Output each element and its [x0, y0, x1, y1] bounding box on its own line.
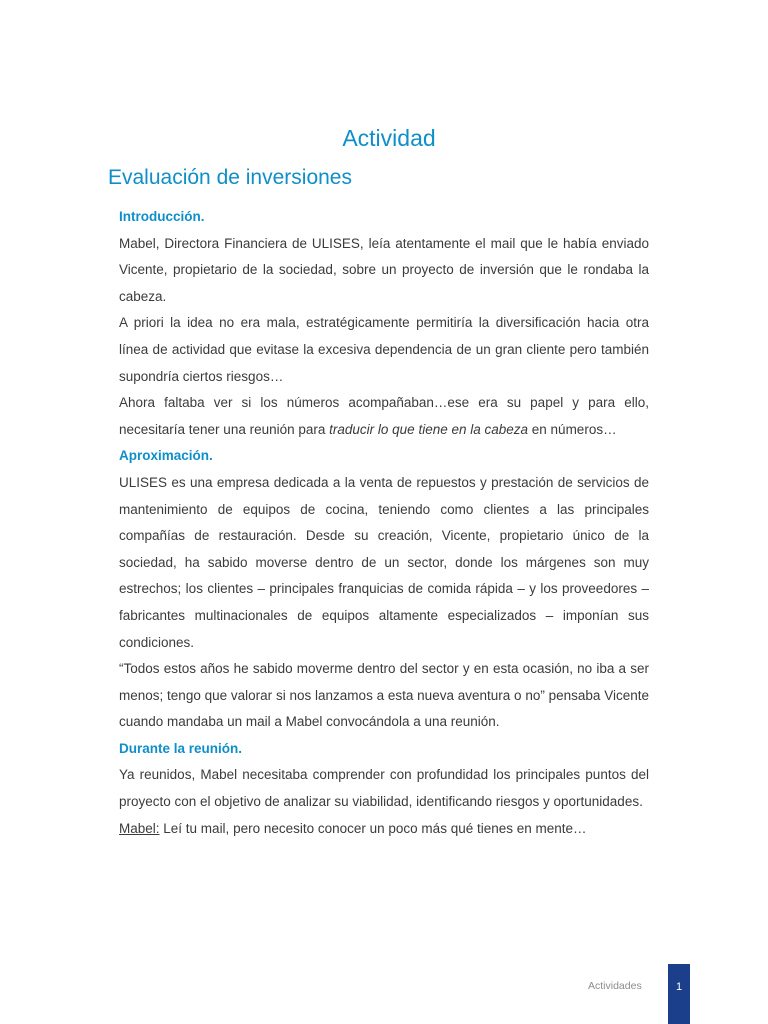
page-number-badge [668, 964, 690, 1024]
paragraph: Mabel, Directora Financiera de ULISES, leía atentamente el mail que le había enviado Vicente, propietario de la sociedad, sobre un proyecto de inversión que le rondaba la cabeza. [119, 235, 649, 304]
document-title: Actividad [342, 125, 436, 151]
section-heading-introduction: Introducción. [119, 209, 205, 224]
dialogue-line [119, 816, 649, 843]
document-body [119, 204, 649, 842]
paragraph-text: en números… [528, 421, 617, 437]
section-heading-approach: Aproximación. [119, 448, 213, 464]
dialogue-text: Leí tu mail, pero necesito conocer un poco más qué tienes en mente… [159, 820, 587, 836]
page-number: 1 [675, 981, 683, 993]
paragraph: ULISES es una empresa dedicada a la venta de repuestos y prestación de servicios de mantenimiento de equipos de cocina, teniendo como clientes a las principales compañías de restauración. Desde su creación, Vicente, propietario único de la sociedad, ha sabido moverse dentro de un sector, donde los márgenes son muy estrechos; los clientes – principales franquicias de comida rápida – y los proveedores – fabricantes multinacionales de equipos altamente especializados – imponían sus condiciones. [119, 474, 649, 650]
italic-phrase: traducir lo que tiene en la cabeza [329, 421, 529, 437]
footer-section-label: Actividades [588, 980, 642, 992]
document-subtitle: Evaluación de inversiones [108, 166, 352, 189]
speaker-name: Mabel: [119, 820, 160, 836]
section-heading-meeting: Durante la reunión. [119, 740, 243, 756]
paragraph [119, 390, 649, 443]
paragraph: A priori la idea no era mala, estratégicamente permitiría la diversificación hacia otra línea de actividad que evitase la excesiva dependencia de un gran cliente pero también supondría ciertos riesgos… [119, 315, 649, 384]
paragraph-text: Ahora faltaba ver si los números acompañaban…ese era su papel y para ello, necesitaría tener una reunión para [119, 395, 649, 437]
paragraph: “Todos estos años he sabido moverme dentro del sector y en esta ocasión, no iba a ser menos; tengo que valorar si nos lanzamos a esta nueva aventura o no” pensaba Vicente cuando mandaba un mail a Mabel convocándola a una reunión. [119, 661, 649, 730]
paragraph: Ya reunidos, Mabel necesitaba comprender con profundidad los principales puntos del proyecto con el objetivo de analizar su viabilidad, identificando riesgos y oportunidades. [119, 767, 649, 810]
